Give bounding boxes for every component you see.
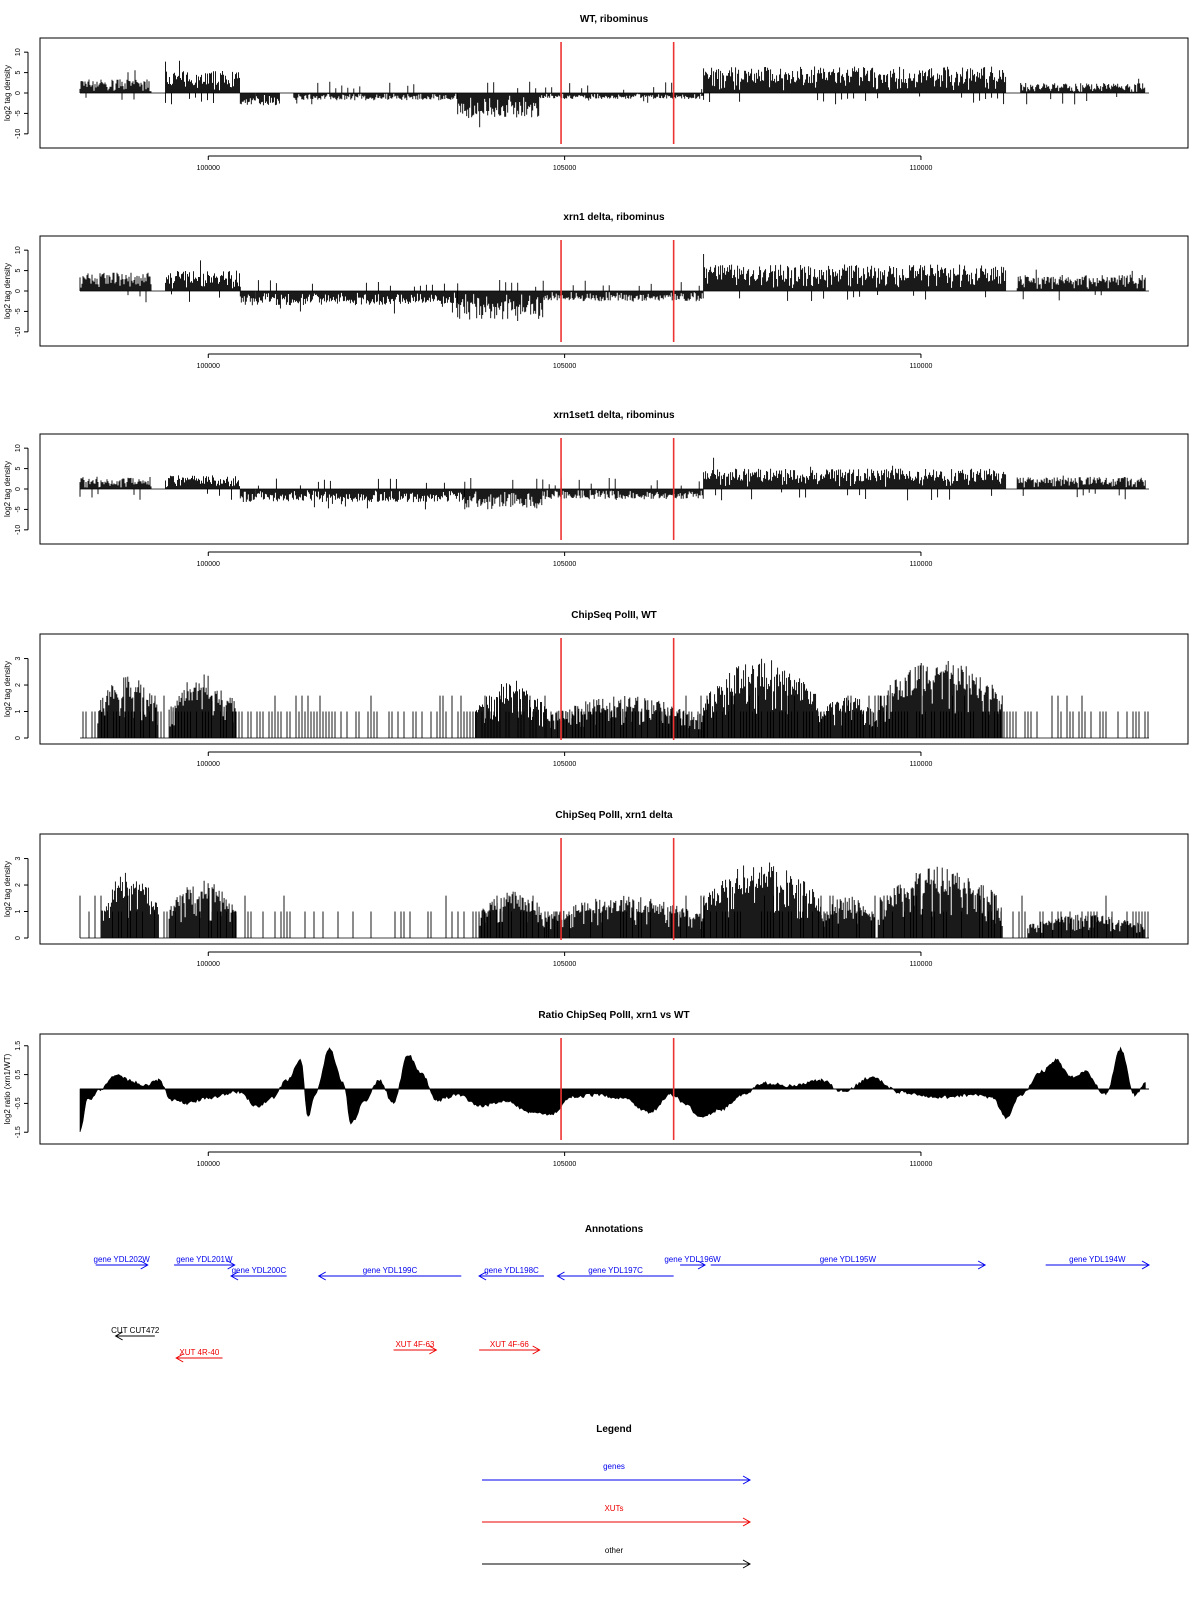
- x-tick-label: 110000: [909, 165, 933, 172]
- y-tick-label: 0: [15, 736, 22, 740]
- feature-label: gene YDL202W: [93, 1255, 150, 1264]
- y-tick-label: 0.5: [15, 1069, 22, 1080]
- x-tick-label: 110000: [909, 761, 933, 768]
- legend-title: Legend: [596, 1424, 632, 1435]
- y-tick-label: 5: [15, 70, 22, 75]
- x-tick-label: 105000: [552, 561, 577, 568]
- feature-label: gene YDL194W: [1069, 1255, 1126, 1264]
- y-axis-label: log2 tag density: [3, 460, 12, 518]
- data-bars: [80, 254, 1149, 321]
- x-tick-label: 100000: [196, 761, 220, 768]
- feature-label: gene YDL197C: [588, 1266, 643, 1275]
- y-tick-label: -10: [15, 128, 22, 139]
- data-bars: [80, 863, 1149, 939]
- y-tick-label: 0: [15, 91, 22, 95]
- legend-arrow: [482, 1518, 750, 1526]
- chart-panel: [3, 212, 1188, 370]
- x-tick-label: 110000: [909, 1161, 933, 1168]
- chart-panel: [3, 410, 1188, 568]
- feature-label: gene YDL195W: [819, 1255, 877, 1264]
- y-tick-label: -10: [15, 524, 22, 535]
- y-tick-label: 0: [15, 487, 22, 491]
- y-tick-label: -5: [15, 506, 22, 513]
- y-tick-label: 10: [15, 444, 22, 453]
- x-tick-label: 110000: [909, 363, 933, 370]
- chart-title: Ratio ChipSeq PolII, xrn1 vs WT: [538, 1010, 690, 1021]
- ratio-area: [80, 1048, 1145, 1133]
- feature-label: XUT 4F-66: [489, 1340, 529, 1349]
- y-tick-label: -1.5: [15, 1126, 22, 1139]
- x-tick-label: 100000: [196, 363, 220, 370]
- y-tick-label: 10: [15, 48, 22, 57]
- feature-label: XUT 4F-63: [395, 1340, 435, 1349]
- chart-title: xrn1set1 delta, ribominus: [553, 410, 675, 421]
- legend-arrow: [482, 1560, 750, 1568]
- annotations-panel: [94, 1224, 1149, 1362]
- y-axis-label: log2 tag density: [3, 660, 12, 718]
- y-tick-label: 1.5: [15, 1040, 22, 1051]
- annotations-title: Annotations: [584, 1224, 644, 1235]
- feature-label: gene YDL198C: [484, 1266, 539, 1275]
- chart-panel: [3, 1010, 1188, 1168]
- signal-bars: [83, 659, 1148, 738]
- signal-bars: [80, 458, 1145, 510]
- chart-title: xrn1 delta, ribominus: [563, 212, 665, 223]
- x-tick-label: 100000: [196, 165, 220, 172]
- feature-label: gene YDL200C: [231, 1266, 287, 1275]
- legend-arrow: [482, 1476, 750, 1484]
- data-bars: [80, 458, 1149, 510]
- signal-bars: [80, 863, 1148, 939]
- chart-panel: [3, 610, 1188, 768]
- y-axis-label: log2 tag density: [3, 64, 12, 122]
- x-tick-label: 105000: [552, 961, 577, 968]
- y-tick-label: -0.5: [15, 1097, 22, 1110]
- legend-label: genes: [603, 1462, 625, 1471]
- signal-bars: [80, 61, 1145, 128]
- x-tick-label: 105000: [552, 363, 577, 370]
- x-tick-label: 110000: [909, 561, 933, 568]
- feature-label: gene YDL199C: [362, 1266, 418, 1275]
- y-tick-label: -5: [15, 110, 22, 117]
- x-tick-label: 110000: [909, 961, 933, 968]
- y-tick-label: 1: [15, 909, 22, 914]
- y-tick-label: 0: [15, 289, 22, 293]
- y-axis-label: log2 tag density: [3, 860, 12, 918]
- x-tick-label: 105000: [552, 165, 577, 172]
- feature-label: gene YDL196W: [664, 1255, 721, 1264]
- x-tick-label: 100000: [196, 1161, 220, 1168]
- y-tick-label: -5: [15, 308, 22, 315]
- y-tick-label: 3: [15, 856, 22, 861]
- feature-label: XUT 4R-40: [179, 1348, 220, 1357]
- x-tick-label: 105000: [552, 761, 577, 768]
- y-tick-label: 10: [15, 246, 22, 255]
- data-bars: [80, 1048, 1149, 1133]
- chart-panel: [3, 810, 1188, 968]
- y-tick-label: -10: [15, 326, 22, 337]
- x-tick-label: 105000: [552, 1161, 577, 1168]
- chart-title: ChipSeq PolII, WT: [571, 610, 657, 621]
- y-tick-label: 5: [15, 466, 22, 471]
- feature-label: gene YDL201W: [176, 1255, 233, 1264]
- legend-label: XUTs: [604, 1504, 624, 1513]
- legend-label: other: [604, 1546, 624, 1555]
- y-axis-label: log2 tag density: [3, 262, 12, 320]
- y-tick-label: 0: [15, 936, 22, 940]
- y-tick-label: 2: [15, 683, 22, 687]
- data-bars: [80, 61, 1149, 128]
- y-tick-label: 5: [15, 268, 22, 273]
- signal-bars: [80, 254, 1145, 321]
- feature-label: CUT CUT472: [111, 1326, 160, 1335]
- chart-panel: [3, 14, 1188, 172]
- x-tick-label: 100000: [196, 961, 220, 968]
- y-tick-label: 3: [15, 656, 22, 661]
- y-tick-label: 2: [15, 883, 22, 887]
- legend-panel: [482, 1424, 750, 1568]
- chart-title: ChipSeq PolII, xrn1 delta: [555, 810, 673, 821]
- x-tick-label: 100000: [196, 561, 220, 568]
- data-bars: [80, 659, 1149, 738]
- chart-title: WT, ribominus: [579, 14, 649, 25]
- y-axis-label: log2 ratio (xrn1/WT): [3, 1053, 12, 1125]
- y-tick-label: 1: [15, 709, 22, 714]
